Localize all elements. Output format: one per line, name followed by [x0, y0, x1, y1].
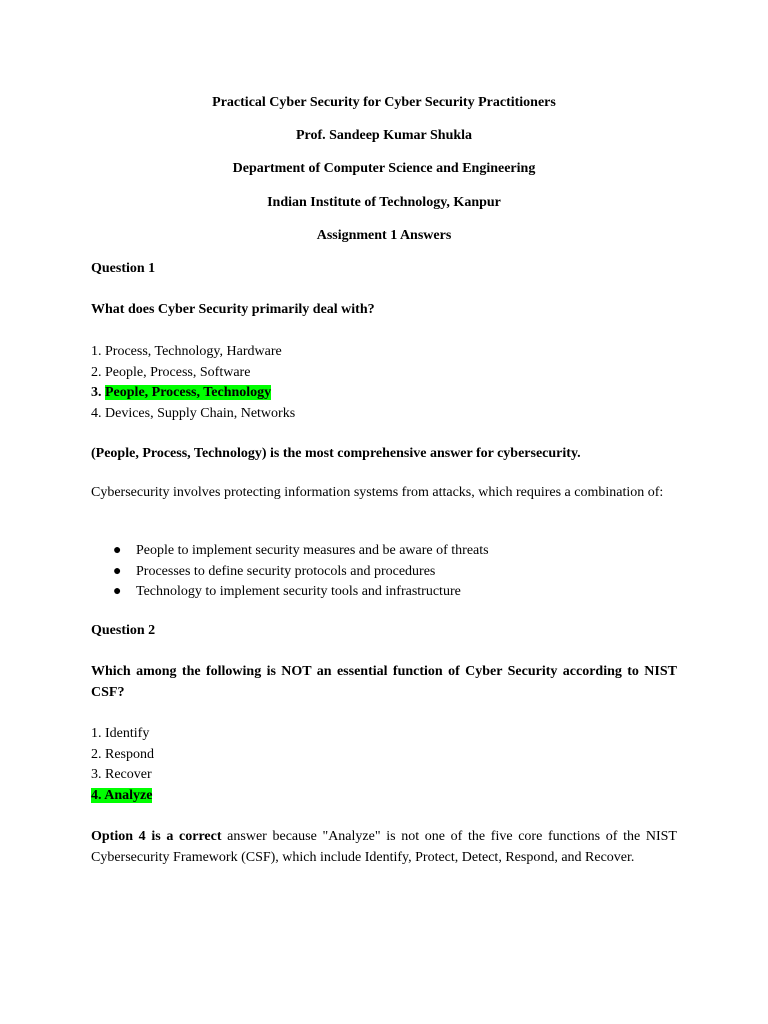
bullet-text: People to implement security measures and be aware of threats — [136, 543, 489, 558]
question-1-option-1: 1. Process, Technology, Hardware — [91, 344, 282, 359]
question-2-correct-answer: 4. Analyze — [91, 787, 153, 803]
question-2-heading: Question 2 — [91, 623, 156, 638]
question-1-options — [91, 342, 677, 424]
question-1-explanation: Cybersecurity involves protecting information systems from attacks, which requires a combination of: — [91, 485, 664, 500]
question-2-option-1: 1. Identify — [91, 726, 150, 741]
question-2-explanation-lead: Option 4 is a correct — [91, 829, 222, 844]
question-1-option-3 — [91, 383, 677, 404]
list-item — [91, 541, 677, 562]
question-2-options — [91, 724, 677, 806]
bullet-icon: ● — [113, 584, 122, 599]
question-2-text: Which among the following is NOT an essential function of Cyber Security according to NIST CSF? — [91, 664, 677, 700]
question-2-explanation-body: answer because "Analyze" is not one of the five core functions of the NIST Cybersecurity Framework (CSF), which include Identify, Protect, Detect, Respond, and Recover. — [91, 829, 677, 865]
institute-name: Indian Institute of Technology, Kanpur — [267, 195, 501, 210]
question-2-option-2: 2. Respond — [91, 746, 154, 762]
question-2-option-4 — [91, 786, 677, 807]
question-1-correct-answer: People, Process, Technology — [105, 385, 272, 400]
question-1-option-3-number: 3. — [91, 385, 105, 400]
question-1-text: What does Cyber Security primarily deal with? — [91, 302, 375, 317]
question-2-explanation — [91, 827, 677, 868]
list-item — [91, 562, 677, 583]
assignment-title: Assignment 1 Answers — [316, 228, 452, 243]
question-2-option-3: 3. Recover — [91, 767, 152, 782]
question-1-bullet-list — [91, 541, 677, 603]
bullet-icon: ● — [113, 563, 122, 579]
bullet-text: Technology to implement security tools and infrastructure — [136, 584, 461, 599]
course-title: Practical Cyber Security for Cyber Security Practitioners — [212, 95, 556, 110]
bullet-text: Processes to define security protocols and procedures — [136, 563, 436, 579]
professor-name: Prof. Sandeep Kumar Shukla — [295, 128, 473, 143]
list-item — [91, 582, 677, 603]
question-1-option-2: 2. People, Process, Software — [91, 364, 251, 380]
department-name: Department of Computer Science and Engineering — [232, 161, 536, 176]
question-1-option-4: 4. Devices, Supply Chain, Networks — [91, 405, 296, 421]
question-1-heading: Question 1 — [91, 261, 156, 276]
bullet-icon: ● — [113, 543, 122, 558]
question-1-summary: (People, Process, Technology) is the most comprehensive answer for cybersecurity. — [91, 446, 581, 461]
